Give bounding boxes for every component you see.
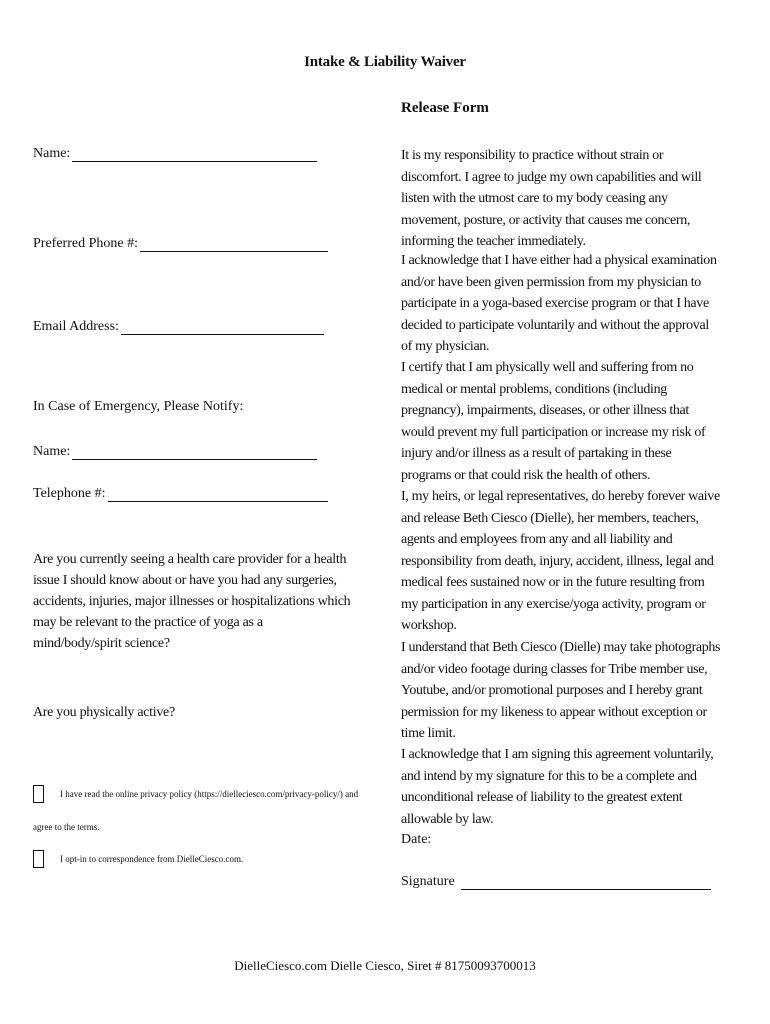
release-paragraph-5-text: I understand that Beth Ciesco (Dielle) may take photographs and/or video footage during classes for Tribe member use, Youtube, and/or promotional purposes and I hereby grant permission for my likeness to appear without exception or time limit. <box>401 640 721 741</box>
page-footer: DielleCiesco.com Dielle Ciesco, Siret # 81750093700013 <box>234 958 536 973</box>
release-paragraph-1-text: It is my responsibility to practice without strain or discomfort. I agree to judge my own capabilities and will listen with the utmost care to my body ceasing any movement, posture, or activity that causes me concern, informing the teacher immediately. <box>401 148 702 249</box>
email-field[interactable] <box>33 319 324 335</box>
release-paragraph-6-text: I acknowledge that I am signing this agreement voluntarily, and intend by my signature for this to be a complete and unconditional release of liability to the greatest extent allowable by law. <box>401 747 714 827</box>
date-label: Date: <box>401 832 432 847</box>
active-question: Are you physically active? <box>33 705 175 720</box>
release-paragraph-4-text: I, my heirs, or legal representatives, do hereby forever waive and release Beth Ciesco (Dielle), her members, teachers, agents and employees from any and all liability and responsibility from death, injury, accident, illness, legal and medical fees sustained now or in the future resulting from my participation in any exercise/yoga activity, program or workshop. <box>401 489 720 633</box>
release-paragraph-6 <box>401 744 721 830</box>
privacy-checkbox[interactable] <box>33 785 44 803</box>
release-paragraph-3 <box>401 357 721 486</box>
telephone-line[interactable] <box>108 487 328 502</box>
emergency-heading <box>33 399 243 415</box>
signature-line[interactable] <box>461 875 711 890</box>
optin-checkbox[interactable] <box>33 850 44 868</box>
name-line[interactable] <box>72 147 317 162</box>
phone-line[interactable] <box>140 237 328 252</box>
emergency-name-label: Name: <box>33 444 71 459</box>
signature-label: Signature <box>401 874 455 889</box>
signature-field[interactable] <box>401 874 711 890</box>
privacy-checkbox-label: I have read the online privacy policy (https://dielleciesco.com/privacy-policy/) and <box>60 789 359 799</box>
emergency-heading-text: In Case of Emergency, Please Notify: <box>33 399 244 414</box>
release-paragraph-1 <box>401 145 721 253</box>
email-line[interactable] <box>121 320 324 335</box>
email-label: Email Address: <box>33 319 119 334</box>
emergency-name-field[interactable] <box>33 444 317 460</box>
release-paragraph-5 <box>401 637 721 745</box>
phone-field[interactable] <box>33 236 328 252</box>
privacy-checkbox-label-cont-text: agree to the terms. <box>33 822 100 832</box>
name-field[interactable] <box>33 146 317 162</box>
name-label: Name: <box>33 146 71 161</box>
release-paragraph-2 <box>401 250 721 358</box>
health-question: Are you currently seeing a health care provider for a health issue I should know about or have you had any surgeries, accidents, injuries, major illnesses or hospitalizations which may be relevant to the practice of yoga as a mind/body/spirit science? <box>33 552 351 651</box>
phone-label: Preferred Phone #: <box>33 236 138 251</box>
privacy-checkbox-label-cont <box>33 822 99 832</box>
release-paragraph-3-text: I certify that I am physically well and suffering from no medical or mental problems, conditions (including pregnancy), impairments, diseases, or other illness that would prevent my full participation or increase my risk of injury and/or illness as a result of partaking in these programs or that could risk the health of others. <box>401 360 706 483</box>
release-form-title: Release Form <box>401 100 489 116</box>
emergency-name-line[interactable] <box>72 445 317 460</box>
optin-checkbox-label: I opt-in to correspondence from DielleCiesco.com. <box>60 854 244 864</box>
document-title: Intake & Liability Waiver <box>304 54 466 70</box>
privacy-checkbox-row[interactable] <box>33 785 358 803</box>
telephone-label: Telephone #: <box>33 486 106 501</box>
optin-checkbox-row[interactable] <box>33 850 243 868</box>
telephone-field[interactable] <box>33 486 328 502</box>
release-paragraph-4 <box>401 486 721 637</box>
release-paragraph-2-text: I acknowledge that I have either had a physical examination and/or have been given permission from my physician to participate in a yoga-based exercise program or that I have decided to participate voluntarily and without the approval of my physician. <box>401 253 717 354</box>
date-field[interactable] <box>401 832 431 848</box>
